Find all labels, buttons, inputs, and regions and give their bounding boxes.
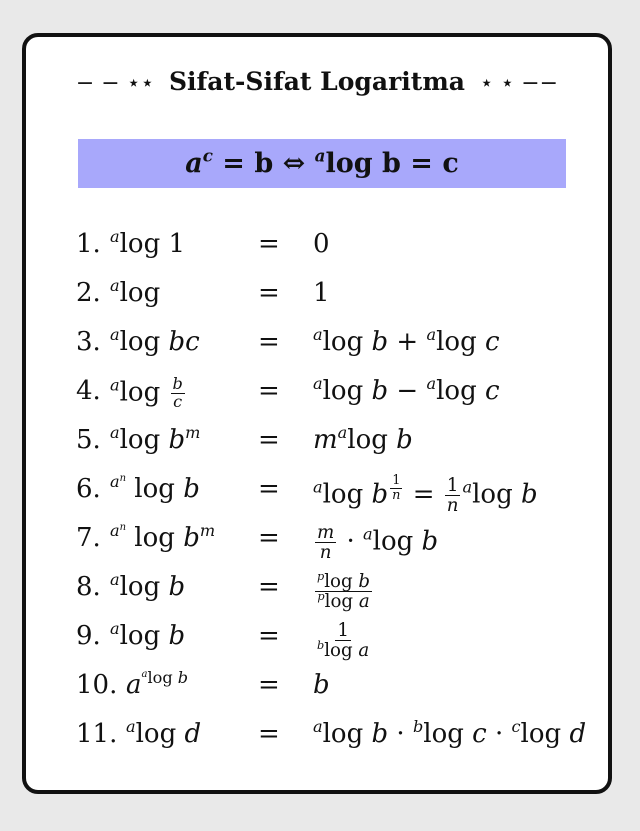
property-row-1: [26, 229, 608, 269]
property-number: 5.: [76, 425, 101, 455]
property-lhs: $^a$log $\frac{b}{c}$: [110, 374, 183, 411]
property-lhs: $^{a^n}$ log b: [110, 472, 200, 504]
property-row-9: [26, 621, 608, 661]
property-row-7: [26, 523, 608, 563]
property-rhs: $\frac{1}{^b\log a}$: [317, 620, 370, 662]
property-rhs: $^a$log b + $^a$log c: [313, 325, 500, 357]
property-number: 8.: [76, 572, 101, 602]
property-rhs: $^a$log b · $^b$log c · $^c$log d: [313, 717, 587, 749]
card-title: [26, 67, 608, 96]
property-number: 3.: [76, 327, 101, 357]
property-number: 1.: [76, 229, 101, 259]
property-number: 11.: [76, 719, 118, 749]
property-number: 10.: [76, 670, 118, 700]
property-number: 6.: [76, 474, 101, 504]
equals-sign: =: [258, 572, 280, 602]
equals-sign: =: [258, 523, 280, 553]
property-rhs: $\frac{^p\log b}{^p\log a}$: [317, 570, 371, 613]
property-number: 4.: [76, 376, 101, 406]
property-rhs: $^a$log b $^{\frac{1}{n}}$ = $\frac{1}{n}$ $^a$log b: [313, 473, 538, 517]
definition-formula: $a^c = b$ ⇔ $^a$log b = c: [185, 145, 459, 179]
equals-sign: =: [258, 278, 280, 308]
property-rhs: $\frac{m}{n}$ · $^a$log b: [317, 522, 439, 564]
property-rhs: $^a$log b − $^a$log c: [313, 374, 500, 406]
equals-sign: =: [258, 229, 280, 259]
property-row-8: [26, 572, 608, 612]
equals-sign: =: [258, 474, 280, 504]
property-lhs: $^a$log bc: [110, 325, 200, 357]
equals-sign: =: [258, 327, 280, 357]
property-row-4: [26, 376, 608, 416]
property-row-5: [26, 425, 608, 465]
title-text: Sifat-Sifat Logaritma: [169, 67, 465, 96]
property-lhs: $^a$log b: [110, 619, 186, 651]
property-rhs: 1: [313, 278, 330, 308]
equals-sign: =: [258, 719, 280, 749]
property-rhs: b: [313, 670, 330, 700]
equals-sign: =: [258, 425, 280, 455]
title-right-decoration: ⋆ ⋆ −−: [479, 71, 559, 96]
property-row-10: [26, 670, 608, 710]
property-lhs: $^a$log 1: [110, 227, 186, 259]
property-row-3: [26, 327, 608, 367]
property-lhs: $^a$log d: [126, 717, 202, 749]
property-lhs: $a^{^alog b}$: [126, 668, 189, 700]
equals-sign: =: [258, 376, 280, 406]
property-rhs: 0: [313, 229, 330, 259]
property-number: 9.: [76, 621, 101, 651]
property-row-6: [26, 472, 608, 517]
property-number: 2.: [76, 278, 101, 308]
property-row-11: [26, 719, 608, 759]
formula-card: [22, 33, 612, 794]
property-row-2: [26, 278, 608, 318]
property-lhs: $^a$log $b^m$: [110, 423, 201, 455]
equals-sign: =: [258, 670, 280, 700]
property-number: 7.: [76, 523, 101, 553]
property-lhs: $^{a^n}$ $\log b^m$: [110, 521, 216, 553]
title-left-decoration: − − ⋆⋆: [75, 71, 155, 96]
property-rhs: $m^a\log$ b: [313, 423, 413, 455]
property-lhs: $^a$log: [110, 276, 161, 308]
equals-sign: =: [258, 621, 280, 651]
definition-banner: [78, 139, 566, 188]
property-lhs: $^a$log b: [110, 570, 186, 602]
